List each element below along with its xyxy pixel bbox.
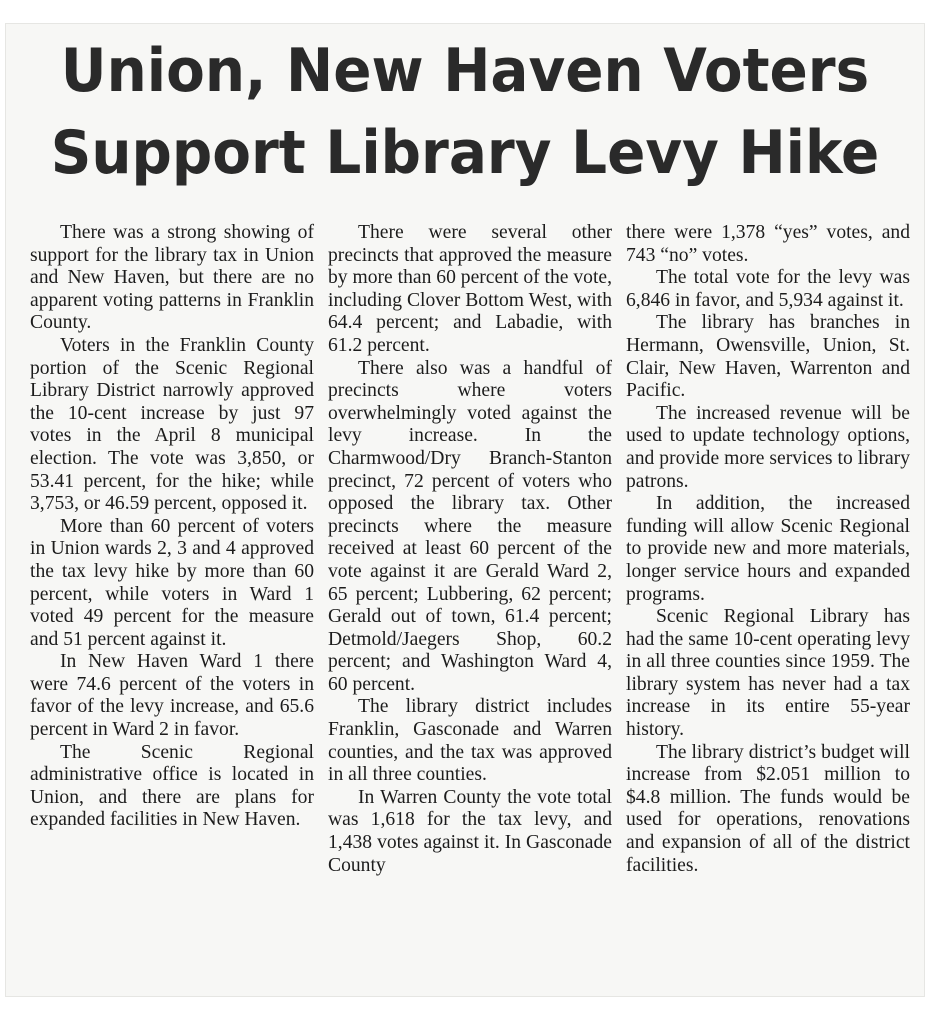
paragraph: There was a strong showing of support for the library tax in Union and New Haven, but there are no apparent voting patterns in Franklin County.	[30, 222, 314, 334]
newspaper-clipping	[6, 24, 924, 996]
paragraph: Voters in the Franklin County portion of the Scenic Regional Library District narrowly approved the 10-cent increase by just 97 votes in the April 8 municipal election. The vote was 3,850, or 53.41 percent, for the hike; while 3,753, or 46.59 percent, opposed it.	[30, 334, 314, 515]
column-2	[328, 222, 612, 877]
column-1	[30, 222, 314, 877]
headline-line-1: Union, New Haven Voters	[60, 36, 870, 106]
paragraph: In New Haven Ward 1 there were 74.6 percent of the voters in favor of the levy increase, and 65.6 percent in Ward 2 in favor.	[30, 651, 314, 741]
headline	[34, 30, 897, 194]
paragraph: The library district includes Franklin, Gasconade and Warren counties, and the tax was approved in all three counties.	[328, 696, 612, 786]
paragraph: The Scenic Regional administrative office is located in Union, and there are plans for expanded facilities in New Haven.	[30, 741, 314, 831]
headline-line-2: Support Library Levy Hike	[50, 118, 880, 188]
paragraph: The library has branches in Hermann, Owensville, Union, St. Clair, New Haven, Warrenton and Pacific.	[626, 312, 910, 402]
paragraph: Scenic Regional Library has had the same 10-cent operating levy in all three counties since 1959. The library system has never had a tax increase in its entire 55-year history.	[626, 606, 910, 741]
paragraph: The increased revenue will be used to update technology options, and provide more services to library patrons.	[626, 402, 910, 492]
paragraph: The total vote for the levy was 6,846 in favor, and 5,934 against it.	[626, 267, 910, 311]
paragraph: The library district’s budget will increase from $2.051 million to $4.8 million. The funds would be used for operations, renovations and expansion of all of the district facilities.	[626, 741, 910, 876]
paragraph: There were several other precincts that approved the measure by more than 60 percent of the vote, including Clover Bottom West, with 64.4 percent; and Labadie, with 61.2 percent.	[328, 222, 613, 356]
paragraph-continuation: there were 1,378 “yes” votes, and 743 “no” votes.	[626, 222, 910, 266]
article-body	[30, 222, 912, 877]
column-3	[626, 222, 910, 877]
paragraph: More than 60 percent of voters in Union wards 2, 3 and 4 approved the tax levy hike by more than 60 percent, while voters in Ward 1 voted 49 percent for the measure and 51 percent against it.	[30, 515, 314, 650]
paragraph: In Warren County the vote total was 1,618 for the tax levy, and 1,438 votes against it. In Gasconade County	[328, 786, 612, 876]
paragraph: In addition, the increased funding will allow Scenic Regional to provide new and more materials, longer service hours and expanded programs.	[626, 493, 910, 605]
paragraph: There also was a handful of precincts where voters overwhelmingly voted against the levy increase. In the Charmwood/Dry Branch-Stanton precinct, 72 percent of voters who opposed the library tax. Other precincts where the measure received at least 60 percent of the vote against it are Gerald Ward 2, 65 percent; Lubbering, 62 percent; Gerald out of town, 61.4 percent; Detmold/Jaegers Shop, 60.2 percent; and Washington Ward 4, 60 percent.	[328, 357, 612, 695]
